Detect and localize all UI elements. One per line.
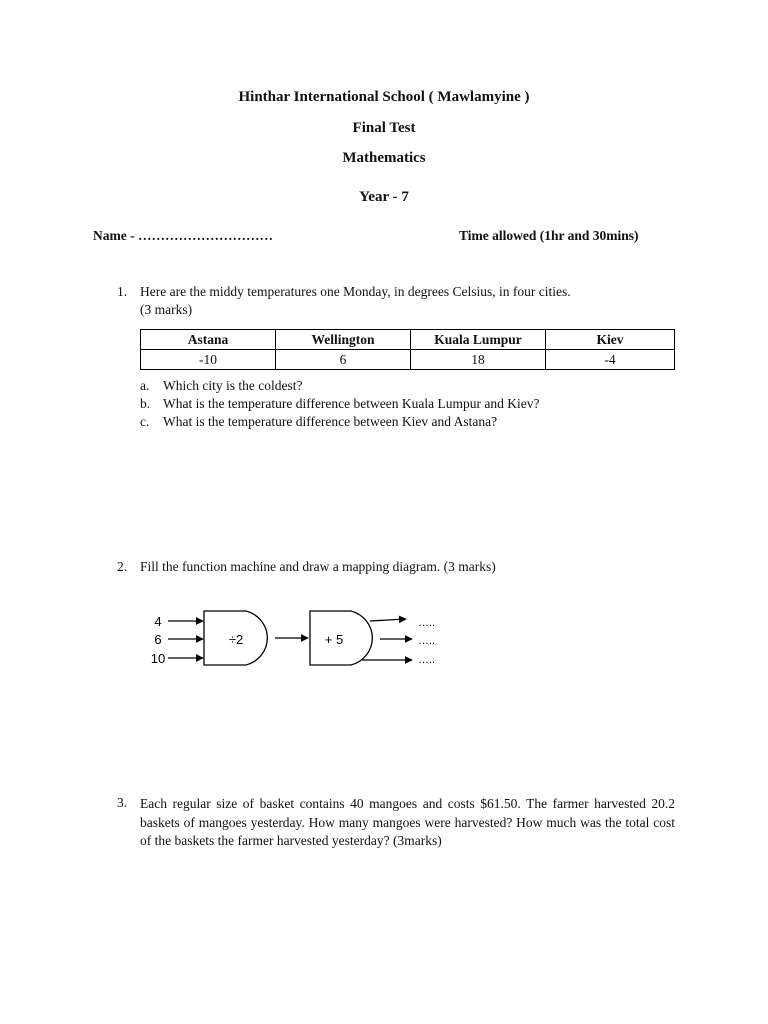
- q1-part-a-text: Which city is the coldest?: [163, 378, 303, 393]
- table-header-cell: Kuala Lumpur: [411, 330, 546, 350]
- table-header-cell: Astana: [141, 330, 276, 350]
- table-header-cell: Kiev: [546, 330, 675, 350]
- test-title: Final Test: [352, 120, 416, 136]
- q1-part-b-text: What is the temperature difference between Kuala Lumpur and Kiev?: [163, 396, 540, 411]
- q1-part-c-label: c.: [140, 414, 150, 429]
- table-cell: 6: [276, 350, 411, 370]
- table-cell: -4: [546, 350, 675, 370]
- output-blank: …..: [418, 635, 436, 647]
- q1-number: 1.: [117, 284, 128, 299]
- q1-marks: (3 marks): [140, 302, 193, 317]
- table-cell: -10: [141, 350, 276, 370]
- q1-text: Here are the middy temperatures one Monday, in degrees Celsius, in four cities.: [140, 284, 571, 299]
- output-blank: …..: [418, 617, 436, 629]
- table-header-cell: Wellington: [276, 330, 411, 350]
- q1-part-c-text: What is the temperature difference between Kiev and Astana?: [163, 414, 498, 429]
- q2-number: 2.: [117, 559, 128, 574]
- school-title: Hinthar International School ( Mawlamyine ): [238, 89, 530, 105]
- output-arrow: [370, 619, 406, 621]
- input-value: 4: [154, 614, 162, 629]
- q2-text: Fill the function machine and draw a mapping diagram. (3 marks): [140, 559, 496, 574]
- machine-add-label: + 5: [324, 632, 344, 647]
- q3-text: Each regular size of basket contains 40 mangoes and costs $61.50. The farmer harvested 20.2 baskets of mangoes yesterday. How many mangoes were harvested? How much was the total cost of the baskets the farmer harvested yesterday? (3marks): [140, 796, 675, 848]
- input-value: 10: [150, 651, 166, 666]
- input-value: 6: [154, 632, 162, 647]
- machine-divide-label: ÷2: [228, 632, 244, 647]
- q3-number: 3.: [117, 795, 128, 810]
- q1-part-b-label: b.: [140, 396, 151, 411]
- time-allowed: Time allowed (1hr and 30mins): [459, 228, 639, 243]
- subject-title: Mathematics: [342, 150, 426, 166]
- output-blank: …..: [418, 654, 436, 666]
- year-title: Year - 7: [359, 189, 409, 205]
- q1-part-a-label: a.: [140, 378, 150, 393]
- table-cell: 18: [411, 350, 546, 370]
- name-field-label: Name - …………………………: [93, 228, 273, 243]
